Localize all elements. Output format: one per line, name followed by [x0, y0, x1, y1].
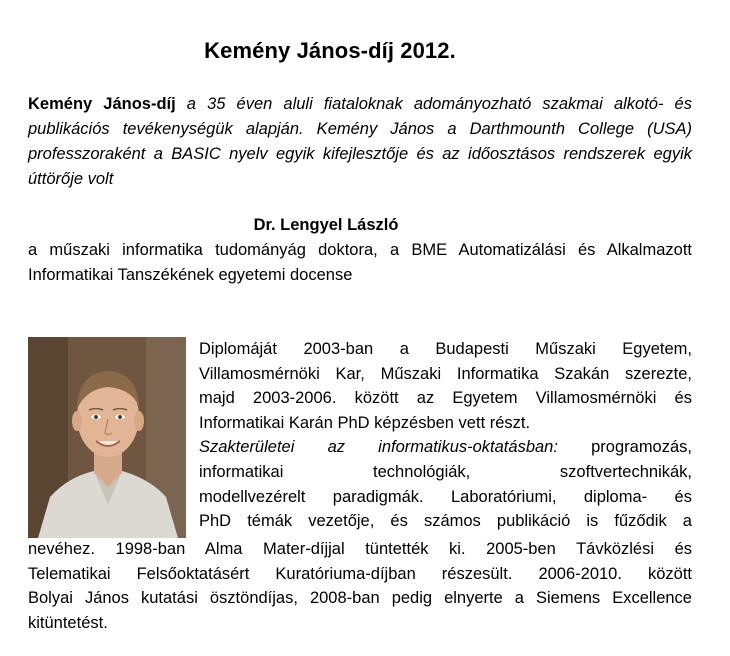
bio-full-width [28, 537, 692, 635]
bio-line [199, 435, 692, 460]
bio-line: informatikai technológiák, szoftvertechnikák, [199, 462, 692, 481]
portrait-illustration [28, 337, 186, 538]
award-name: Kemény János-díj [28, 95, 176, 113]
bio-line: Villamosmérnöki Kar, Műszaki Informatika Szakán szerezte, [199, 364, 692, 383]
person-role: a műszaki informatika tudományág doktora, a BME Automatizálási és Alkalmazott Informatikai Tanszékének egyetemi docense [28, 241, 692, 284]
bio-line: Bolyai János kutatási ösztöndíjas, 2008-ban pedig elnyerte a Siemens Excellence [28, 589, 692, 608]
bio-side-column [199, 337, 692, 534]
bio-line: Informatikai Karán PhD képzésben vett részt. [199, 413, 531, 432]
award-description: a 35 éven aluli fiataloknak adományozható szakmai alkotó- és publikációs tevékenységük alapján. Kemény János a Darthmounth College (USA) professzoraként a BASIC nyelv egyik kifejlesztője és az időosztásos rendszerek egyik úttörője volt [28, 95, 692, 188]
award-intro-paragraph [28, 92, 692, 192]
bio-line: Diplomáját 2003-ban a Budapesti Műszaki Egyetem, [199, 340, 692, 358]
portrait-photo [28, 337, 186, 538]
bio-line: nevéhez. 1998-ban Alma Mater-díjjal tüntették ki. 2005-ben Távközlési és [28, 540, 692, 558]
expertise-first: programozás, [557, 438, 692, 457]
bio-line: PhD témák vezetője, és számos publikáció is fűződik a [199, 512, 692, 531]
bio-line: modellvezérelt paradigmák. Laboratóriumi, diploma- és [199, 487, 692, 506]
bio-line: Telematikai Felsőoktatásért Kuratóriuma-díjban részesült. 2006-2010. között [28, 564, 692, 583]
bio-line: majd 2003-2006. között az Egyetem Villamosmérnöki és [199, 389, 692, 408]
expertise-label: Szakterületei az informatikus-oktatásban: [199, 438, 558, 457]
page-title: Kemény János-díj 2012. [204, 38, 456, 63]
bio-last-line: kitüntetést. [28, 613, 108, 632]
person-name: Dr. Lengyel László [253, 216, 399, 234]
